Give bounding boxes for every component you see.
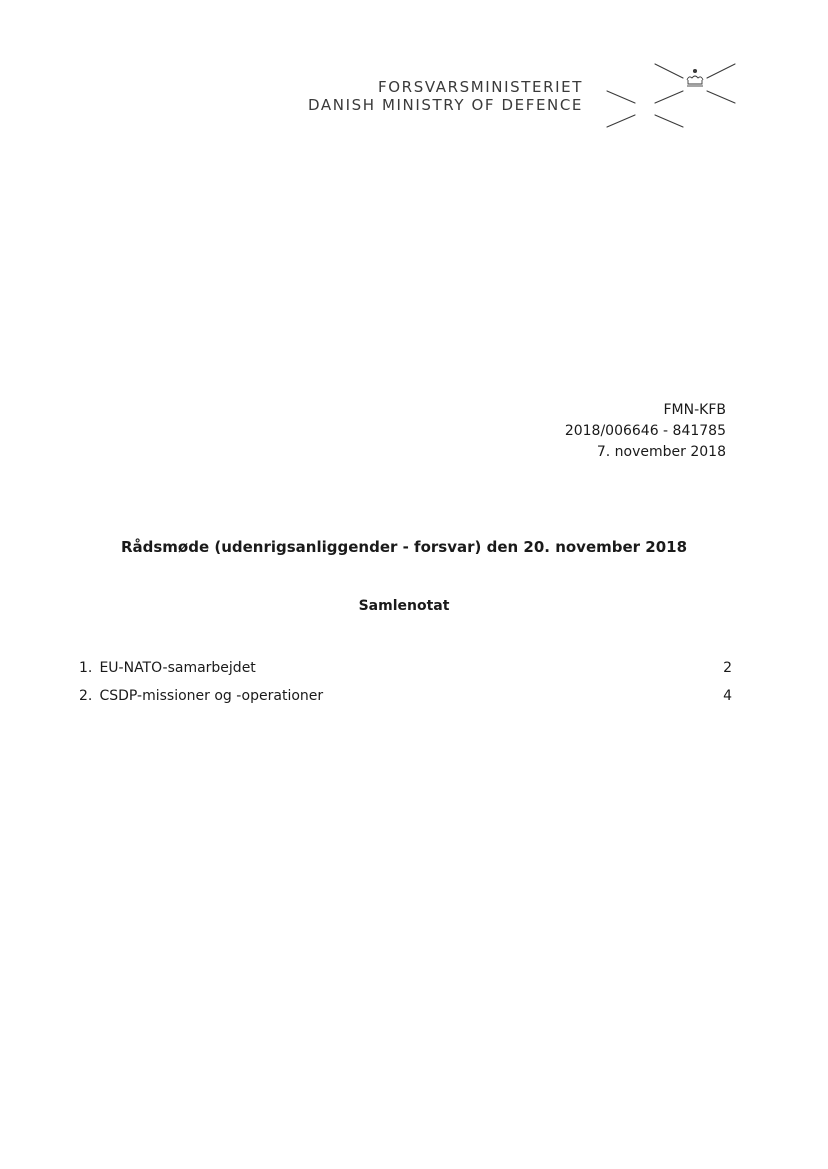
unit-code: FMN-KFB	[663, 402, 726, 418]
toc-item-text	[79, 658, 256, 686]
case-number: 2018/006646 - 841785	[564, 423, 726, 439]
crown-icon	[687, 69, 703, 86]
document-date: 7. november 2018	[596, 444, 726, 460]
ministry-name-english: DANISH MINISTRY OF DEFENCE	[308, 96, 583, 114]
table-of-contents	[79, 658, 732, 714]
ministry-name-danish: FORSVARSMINISTERIET	[378, 78, 583, 96]
ministry-header	[308, 78, 583, 114]
toc-item-number: 1.	[79, 660, 93, 676]
toc-item-label: EU-NATO-samarbejdet	[99, 660, 256, 676]
toc-item-page: 2	[723, 660, 732, 676]
document-subtitle: Samlenotat	[358, 598, 450, 614]
crown-cross-emblem-icon	[603, 58, 741, 132]
toc-item-label: CSDP-missioner og -operationer	[99, 688, 324, 704]
reference-block	[565, 400, 726, 463]
toc-item	[79, 686, 732, 714]
toc-item-number: 2.	[79, 688, 93, 704]
toc-item	[79, 658, 732, 686]
document-title: Rådsmøde (udenrigsanliggender - forsvar) den 20. november 2018	[120, 538, 688, 556]
toc-item-text	[79, 686, 323, 714]
toc-item-page: 4	[723, 688, 732, 704]
